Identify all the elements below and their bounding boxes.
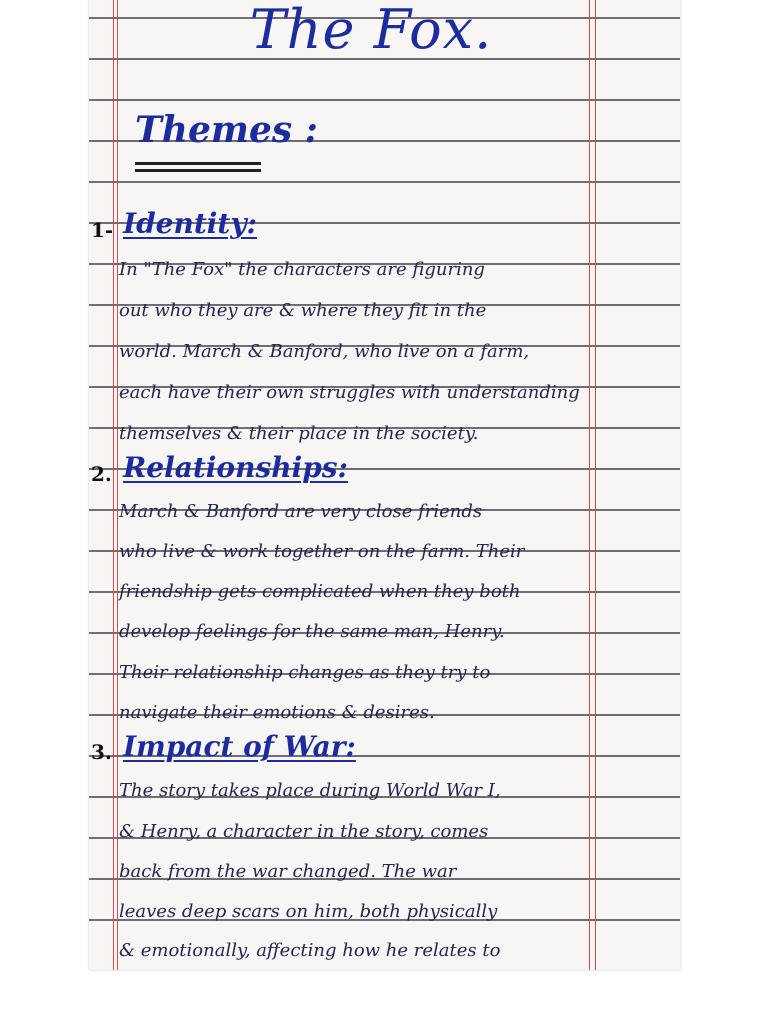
body-line: & Henry, a character in the story, comes <box>119 821 489 842</box>
body-line: leaves deep scars on him, both physically <box>119 901 498 922</box>
body-line: develop feelings for the same man, Henry. <box>119 621 505 642</box>
body-line: The story takes place during World War I, <box>119 780 501 801</box>
body-line: each have their own struggles with understanding <box>119 382 580 403</box>
body-line: who live & work together on the farm. Their <box>119 541 525 562</box>
body-line: navigate their emotions & desires. <box>119 702 435 723</box>
themes-double-underline <box>135 162 261 172</box>
section-heading-impact-of-war: Impact of War: <box>123 730 356 763</box>
section-heading-identity: Identity: <box>123 207 257 240</box>
body-line: out who they are & where they fit in the <box>119 300 487 321</box>
body-line: Their relationship changes as they try to <box>119 662 491 683</box>
body-line: themselves & their place in the society. <box>119 423 479 444</box>
left-margin-line-2 <box>117 0 118 970</box>
body-line: friendship gets complicated when they both <box>119 581 521 602</box>
left-margin-line <box>113 0 114 970</box>
themes-heading: Themes : <box>135 109 318 151</box>
section-number: 2. <box>91 462 112 486</box>
section-number: 1- <box>91 218 114 242</box>
body-line: world. March & Banford, who live on a farm, <box>119 341 530 362</box>
notebook-page <box>89 0 680 970</box>
body-line: back from the war changed. The war <box>119 861 457 882</box>
page-title: The Fox. <box>249 0 493 61</box>
body-line: & emotionally, affecting how he relates to <box>119 940 501 961</box>
section-heading-relationships: Relationships: <box>123 451 348 484</box>
section-number: 3. <box>91 740 112 764</box>
body-line: March & Banford are very close friends <box>119 501 483 522</box>
body-line: In "The Fox" the characters are figuring <box>119 259 485 280</box>
